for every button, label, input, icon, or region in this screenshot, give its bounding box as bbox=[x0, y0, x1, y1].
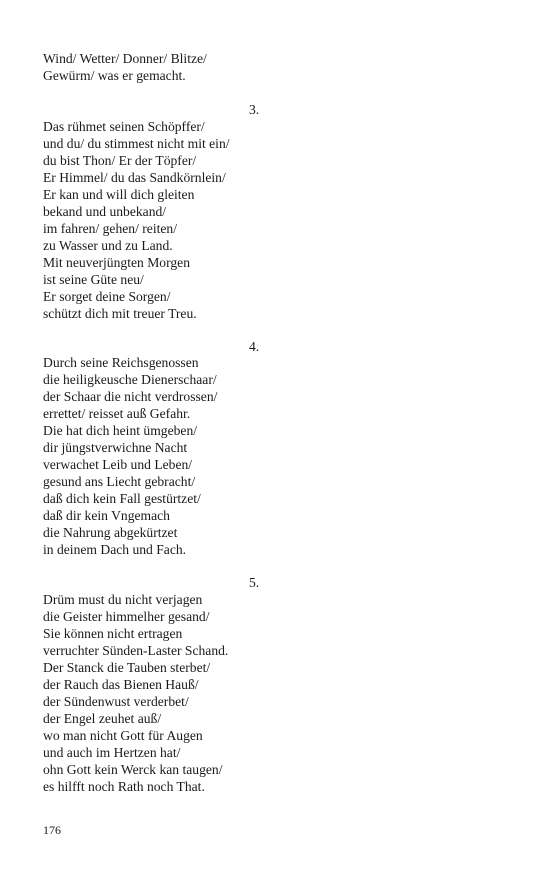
verse-line: ist seine Güte neu/ bbox=[43, 272, 144, 287]
verse-line: Die hat dich heint ümgeben/ bbox=[43, 423, 198, 438]
stanza-number: 4. bbox=[249, 339, 260, 354]
verse-line: Mit neuverjüngten Morgen bbox=[43, 255, 190, 270]
verse-line: Wind/ Wetter/ Donner/ Blitze/ bbox=[43, 51, 207, 66]
verse-line: gesund ans Liecht gebracht/ bbox=[43, 474, 196, 489]
verse-line: ohn Gott kein Werck kan taugen/ bbox=[43, 762, 223, 777]
verse-line: die heiligkeusche Dienerschaar/ bbox=[43, 372, 217, 387]
verse-line: der Engel zeuhet auß/ bbox=[43, 711, 162, 726]
verse-line: zu Wasser und zu Land. bbox=[43, 238, 173, 253]
verse-line: verwachet Leib und Leben/ bbox=[43, 457, 193, 472]
stanza-number: 3. bbox=[249, 102, 260, 117]
verse-line: und auch im Hertzen hat/ bbox=[43, 745, 181, 760]
verse-line: Das rühmet seinen Schöpffer/ bbox=[43, 119, 205, 134]
verse-line: Der Stanck die Tauben sterbet/ bbox=[43, 660, 211, 675]
verse-line: der Sündenwust verderbet/ bbox=[43, 694, 189, 709]
verse-line: in deinem Dach und Fach. bbox=[43, 542, 187, 557]
verse-line: es hilfft noch Rath noch That. bbox=[43, 779, 205, 794]
page-number: 176 bbox=[43, 823, 61, 837]
verse-line: Sie können nicht ertragen bbox=[43, 626, 183, 641]
verse-line: Durch seine Reichsgenossen bbox=[43, 355, 199, 370]
verse-line: der Schaar die nicht verdrossen/ bbox=[43, 389, 218, 404]
verse-line: und du/ du stimmest nicht mit ein/ bbox=[43, 136, 230, 151]
verse-line: errettet/ reisset auß Gefahr. bbox=[43, 406, 191, 421]
verse-line: daß dir kein Vngemach bbox=[43, 508, 170, 523]
verse-line: Drüm must du nicht verjagen bbox=[43, 592, 203, 607]
verse-line: du bist Thon/ Er der Töpfer/ bbox=[43, 153, 197, 168]
verse-line: bekand und unbekand/ bbox=[43, 204, 167, 219]
verse-line: die Geister himmelher gesand/ bbox=[43, 609, 210, 624]
stanza-number: 5. bbox=[249, 575, 260, 590]
verse-line: die Nahrung abgekürtzet bbox=[43, 525, 178, 540]
verse-line: daß dich kein Fall gestürtzet/ bbox=[43, 491, 201, 506]
verse-line: verruchter Sünden-Laster Schand. bbox=[43, 643, 229, 658]
verse-line: der Rauch das Bienen Hauß/ bbox=[43, 677, 199, 692]
verse-line: schützt dich mit treuer Treu. bbox=[43, 306, 197, 321]
verse-line: Er Himmel/ du das Sandkörnlein/ bbox=[43, 170, 226, 185]
verse-line: wo man nicht Gott für Augen bbox=[43, 728, 203, 743]
verse-line: Gewürm/ was er gemacht. bbox=[43, 68, 186, 83]
verse-line: Er kan und will dich gleiten bbox=[43, 187, 195, 202]
verse-line: dir jüngstverwichne Nacht bbox=[43, 440, 188, 455]
verse-line: im fahren/ gehen/ reiten/ bbox=[43, 221, 177, 236]
verse-line: Er sorget deine Sorgen/ bbox=[43, 289, 171, 304]
